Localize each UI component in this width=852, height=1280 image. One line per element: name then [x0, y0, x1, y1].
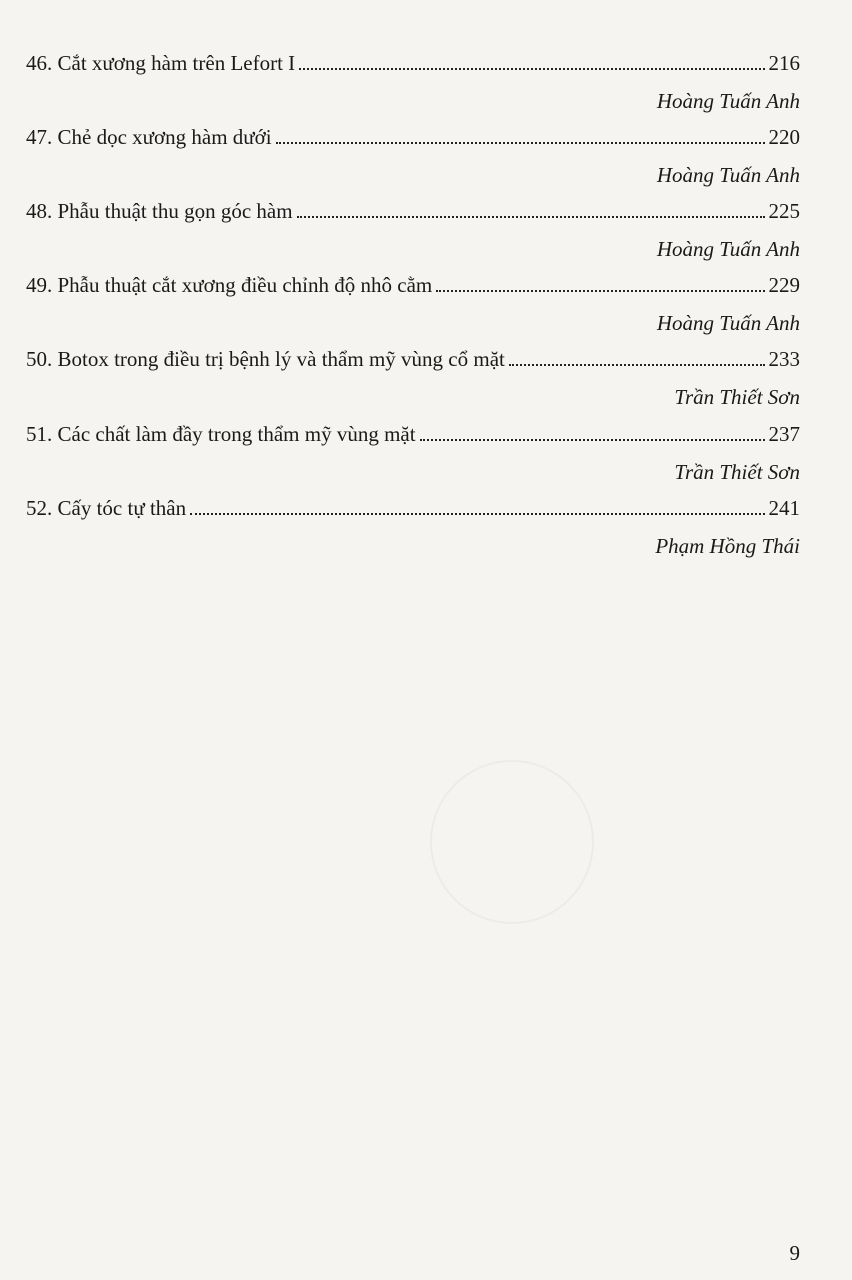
toc-line — [26, 344, 800, 374]
toc-author: Trần Thiết Sơn — [674, 385, 800, 409]
toc-title: 52. Cấy tóc tự thân — [26, 496, 187, 520]
page-number: 9 — [789, 1241, 800, 1265]
toc-page-number: 225 — [768, 199, 800, 223]
toc-title: 46. Cắt xương hàm trên Lefort I — [26, 51, 296, 75]
toc-title: 50. Botox trong điều trị bệnh lý và thẩm mỹ vùng cổ mặt — [26, 347, 505, 371]
toc-page-number: 229 — [768, 273, 800, 297]
toc-author: Hoàng Tuấn Anh — [656, 237, 800, 261]
show-through-illustration — [430, 760, 594, 924]
dot-leader — [190, 513, 764, 515]
toc-title: 47. Chẻ dọc xương hàm dưới — [26, 125, 272, 149]
toc-entry — [26, 270, 800, 338]
toc-page-number: 220 — [768, 125, 800, 149]
dot-leader — [436, 290, 764, 292]
toc-line — [26, 493, 800, 523]
toc-line — [26, 270, 800, 300]
toc-page-number: 241 — [768, 496, 800, 520]
dot-leader — [420, 439, 765, 441]
toc-line — [26, 419, 800, 449]
toc-title: 49. Phẫu thuật cắt xương điều chỉnh độ nhô cằm — [26, 273, 433, 297]
toc-entry — [26, 196, 800, 264]
dot-leader — [509, 364, 765, 366]
toc-title: 51. Các chất làm đầy trong thẩm mỹ vùng mặt — [26, 422, 416, 446]
dot-leader — [297, 216, 765, 218]
toc-author: Hoàng Tuấn Anh — [656, 89, 800, 113]
dot-leader — [276, 142, 765, 144]
toc-entry — [26, 493, 800, 561]
toc-author: Trần Thiết Sơn — [674, 460, 800, 484]
toc-entry — [26, 419, 800, 487]
toc-line — [26, 196, 800, 226]
toc-page-number: 216 — [768, 51, 800, 75]
toc-page-number: 237 — [768, 422, 800, 446]
toc-entry — [26, 48, 800, 116]
toc-line — [26, 122, 800, 152]
toc-page-number: 233 — [768, 347, 800, 371]
toc-author: Hoàng Tuấn Anh — [656, 311, 800, 335]
toc-entry — [26, 344, 800, 412]
toc-line — [26, 48, 800, 78]
toc-title: 48. Phẫu thuật thu gọn góc hàm — [26, 199, 293, 223]
dot-leader — [299, 68, 764, 70]
toc-entry — [26, 122, 800, 190]
toc-author: Phạm Hồng Thái — [655, 534, 800, 558]
toc-author: Hoàng Tuấn Anh — [656, 163, 800, 187]
